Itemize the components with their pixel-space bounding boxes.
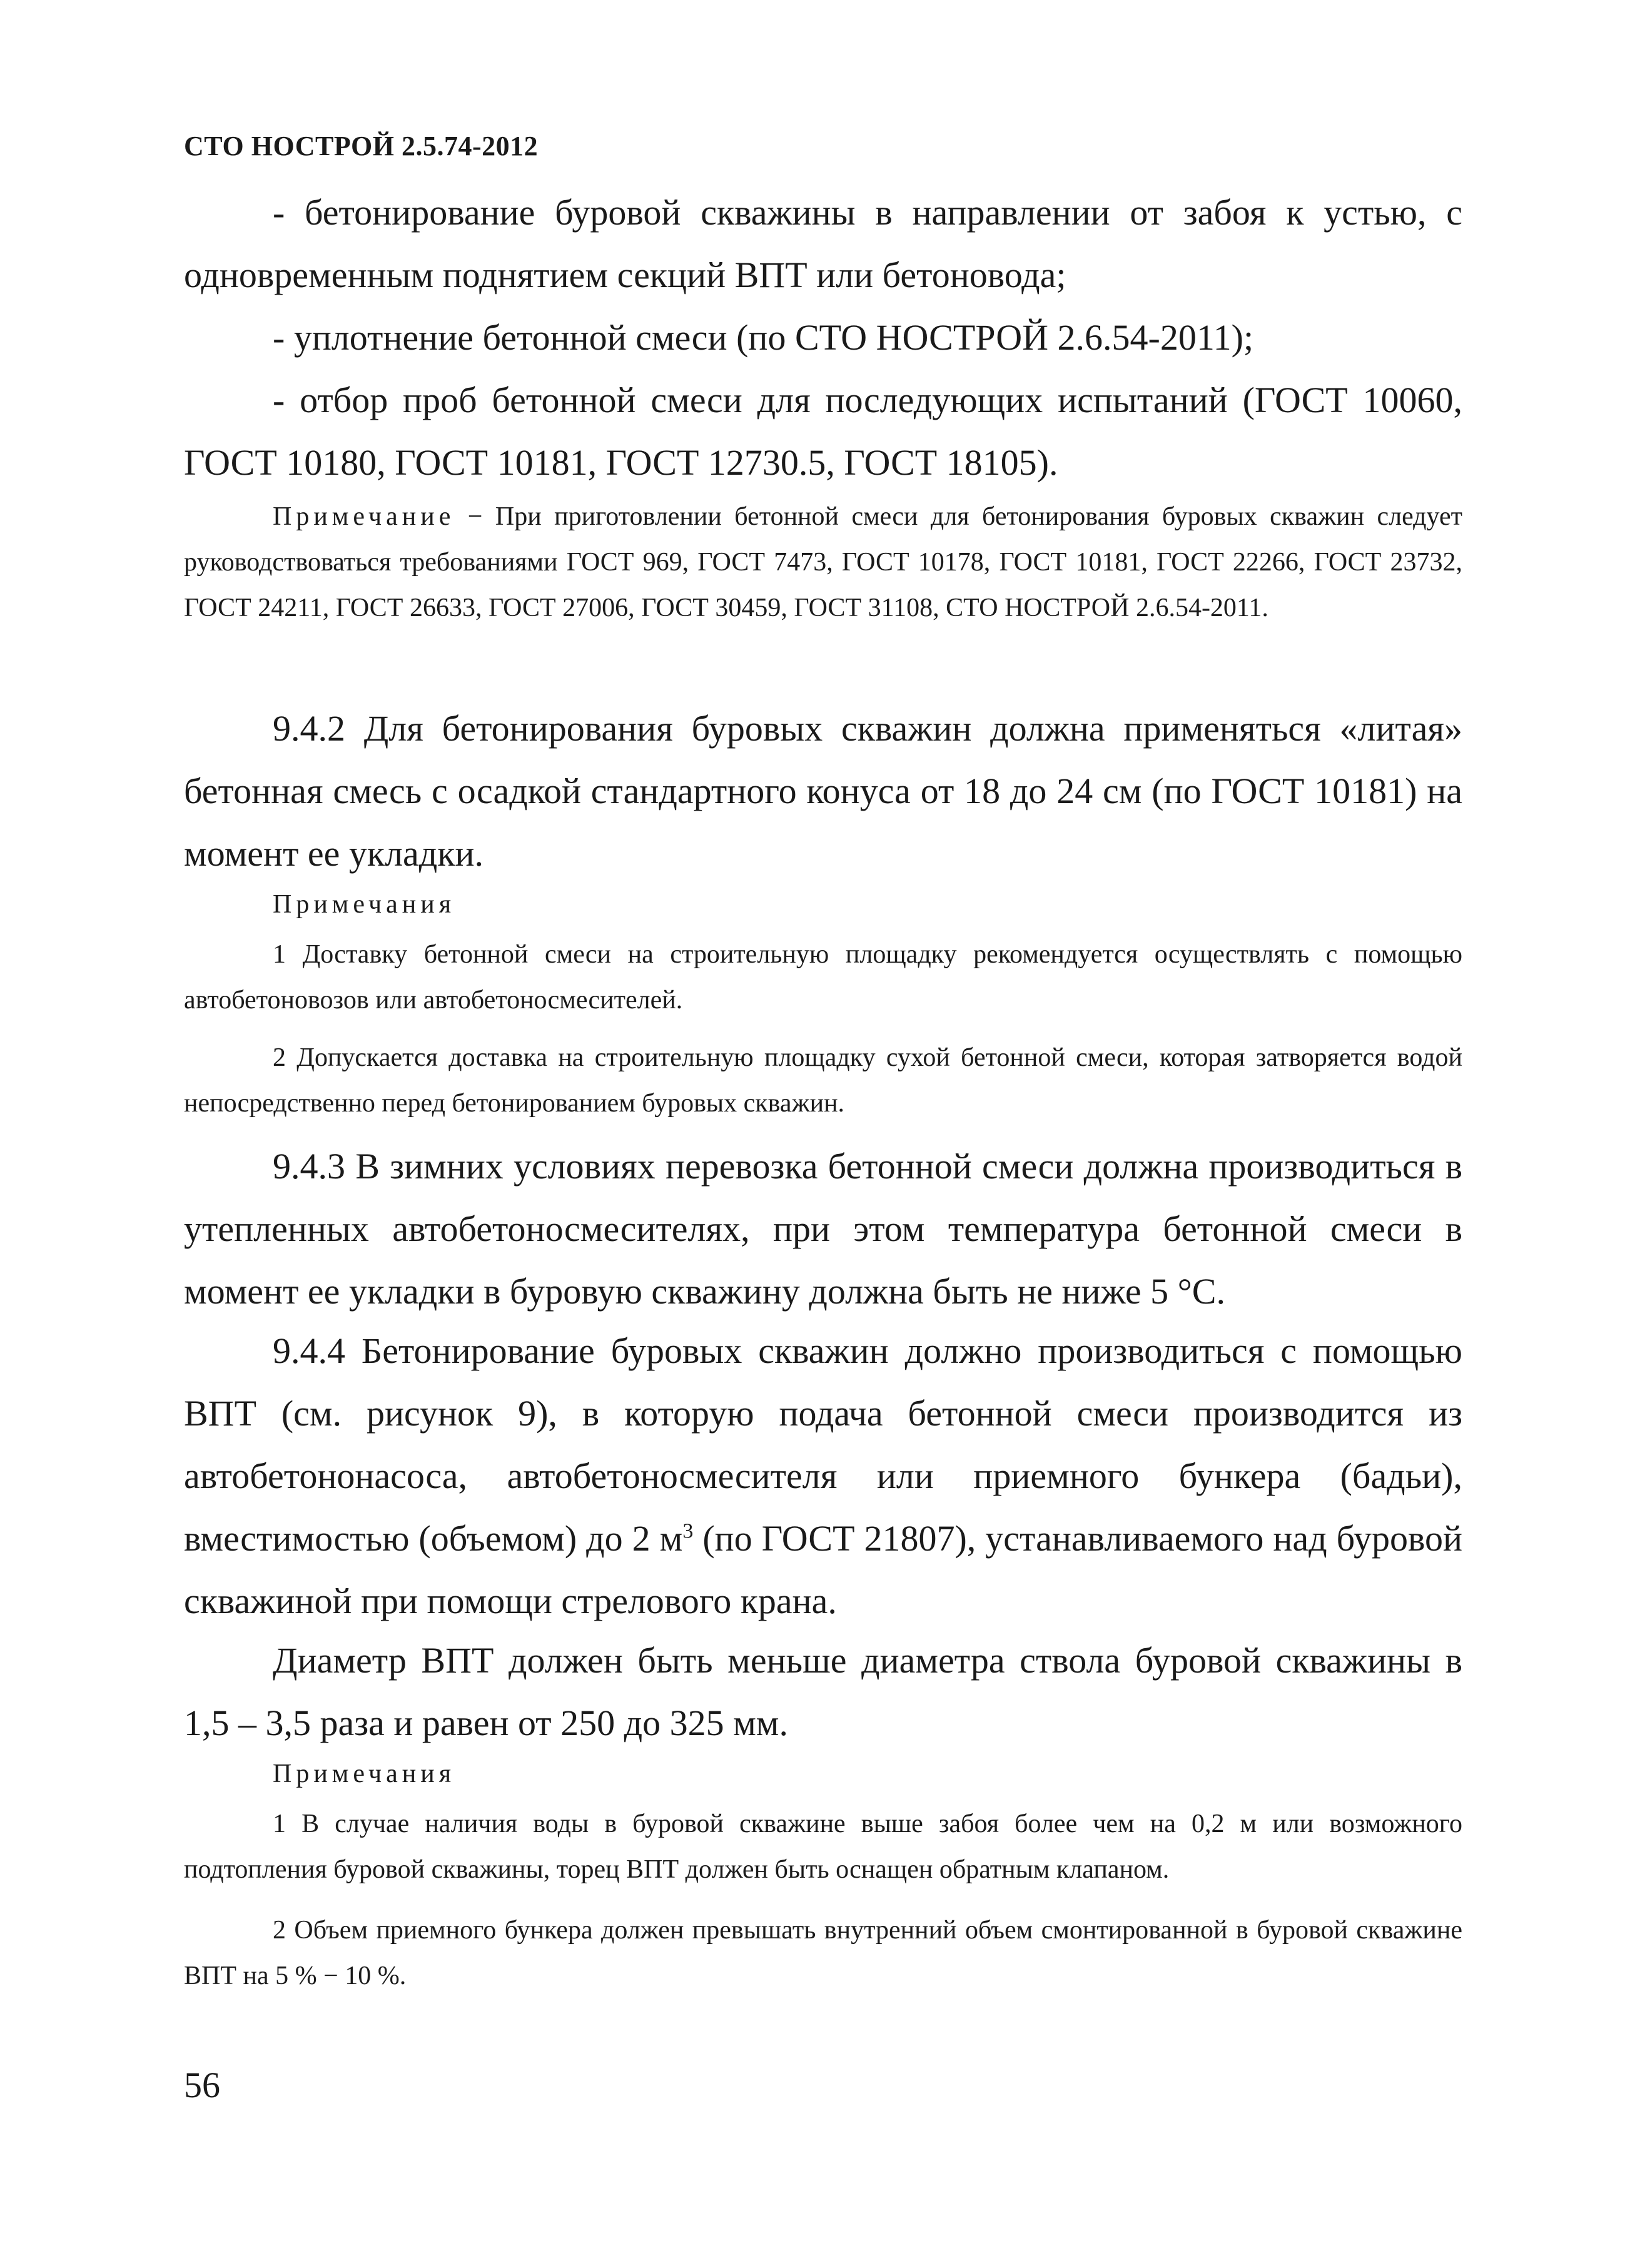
note-label: Примечание: [273, 502, 455, 531]
paragraph-9-4-2: 9.4.2 Для бетонирования буровых скважин должна применяться «литая» бетонная смесь с осадкой стандартного конуса от 18 до 24 см (по ГОСТ 10181) на момент ее укладки.: [184, 708, 1462, 874]
paragraph-sampling: - отбор проб бетонной смеси для последующих испытаний (ГОСТ 10060, ГОСТ 10180, ГОСТ 10181, ГОСТ 12730.5, ГОСТ 18105).: [184, 380, 1462, 483]
note-preparation: [184, 494, 1462, 631]
note-item: 1 Доставку бетонной смеси на строительную площадку рекомендуется осуществлять с помощью автобетоновозов или автобетоносмесителей.: [184, 940, 1462, 1015]
paragraph-9-4-4: [184, 1320, 1462, 1633]
superscript: 3: [682, 1519, 694, 1543]
paragraph-compaction: - уплотнение бетонной смеси (по СТО НОСТРОЙ 2.6.54-2011);: [273, 317, 1254, 358]
note-text: − При приготовлении бетонной смеси для бетонирования буровых скважин следует руководствоваться требованиями ГОСТ 969, ГОСТ 7473, ГОСТ 10178, ГОСТ 10181, ГОСТ 22266, ГОСТ 23732, ГОСТ 24211, ГОСТ 26633, ГОСТ 27006, ГОСТ 30459, ГОСТ 31108, СТО НОСТРОЙ 2.6.54-2011.: [184, 502, 1462, 622]
notes-label: Примечания: [273, 1759, 456, 1788]
document-header: СТО НОСТРОЙ 2.5.74-2012: [184, 131, 539, 161]
paragraph-diameter: Диаметр ВПТ должен быть меньше диаметра ствола буровой скважины в 1,5 – 3,5 раза и равен от 250 до 325 мм.: [184, 1640, 1462, 1743]
paragraph-9-4-4-text-end: (по ГОСТ 21807), устанавливаемого над буровой скважиной при помощи стрелового крана.: [184, 1518, 1462, 1621]
note-item: 1 В случае наличия воды в буровой скважине выше забоя более чем на 0,2 м или возможного подтопления буровой скважины, торец ВПТ должен быть оснащен обратным клапаном.: [184, 1810, 1462, 1884]
paragraph-9-4-4-text: 9.4.4 Бетонирование буровых скважин должно производиться с помощью ВПТ (см. рисунок 9), в которую подача бетонной смеси производится из автобетононасоса, автобетоносмесителя или приемного бункера (бадьи), вместимостью (объемом) до 2 м: [184, 1330, 1462, 1559]
note-item: 2 Допускается доставка на строительную площадку сухой бетонной смеси, которая затворяется водой непосредственно перед бетонированием буровых скважин.: [184, 1043, 1462, 1118]
paragraph-9-4-3: 9.4.3 В зимних условиях перевозка бетонной смеси должна производиться в утепленных автобетоносмесителях, при этом температура бетонной смеси в момент ее укладки в буровую скважину должна быть не ниже 5 °С.: [184, 1146, 1462, 1312]
page-number: 56: [184, 2065, 220, 2105]
notes-label: Примечания: [273, 890, 456, 919]
paragraph-concreting: - бетонирование буровой скважины в направлении от забоя к устью, с одновременным поднятием секций ВПТ или бетоновода;: [184, 192, 1462, 295]
note-item: 2 Объем приемного бункера должен превышать внутренний объем смонтированной в буровой скважине ВПТ на 5 % − 10 %.: [184, 1916, 1462, 1990]
